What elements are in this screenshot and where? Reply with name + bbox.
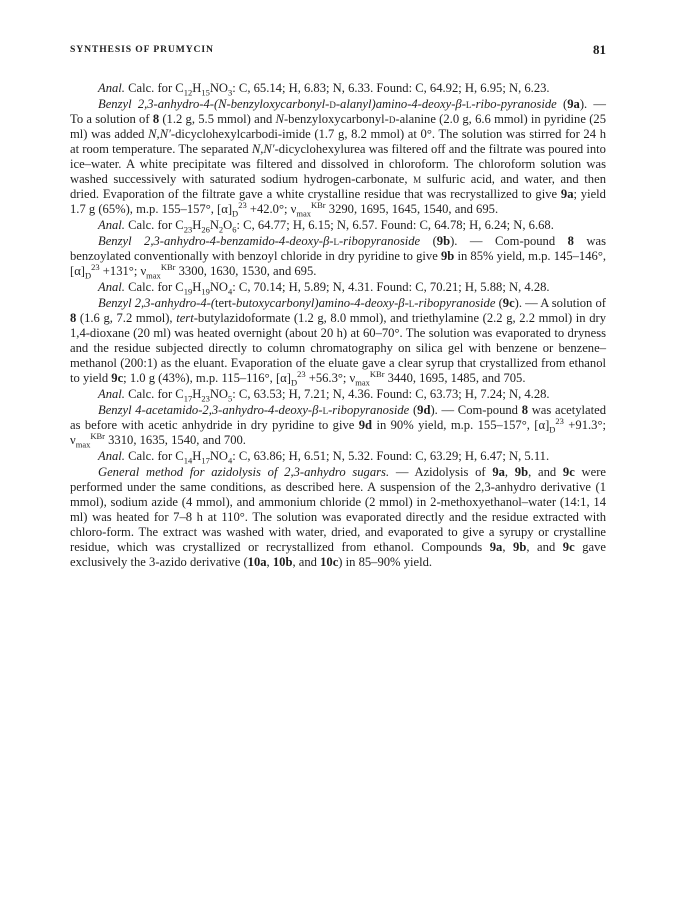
text-run: ). — Com-pound [450, 234, 568, 248]
text-run: 9b [514, 465, 529, 479]
text-run: 19 [183, 286, 193, 297]
paragraph-p8 [70, 403, 606, 448]
text-run: 9a [489, 540, 503, 554]
text-run: 4 [228, 286, 233, 297]
text-run: Benzyl 4-acetamido-2,3-anhydro-4-deoxy-β- [98, 403, 323, 417]
text-run: 3300, 1630, 1530, and 695. [175, 264, 317, 278]
text-run: 3440, 1695, 1485, and 705. [384, 371, 526, 385]
text-run: max [146, 270, 161, 281]
text-run: -dicyclohexylurea was filtered off and the filtrate was poured into ice–water. A white precipitate was filtered and dissolved in chloroform. The chloroform solution was washed successively with saturated sodium hydrogen-carbonate, [70, 142, 606, 186]
text-run: (1.6 g, 7.2 mmol), [76, 311, 177, 325]
text-run: , and [526, 540, 563, 554]
text-run: 9c [111, 371, 124, 385]
text-run: 9b [513, 540, 527, 554]
text-run: +91.3°; ν [70, 418, 606, 447]
text-run: 9a [492, 465, 505, 479]
text-run: d [388, 112, 396, 126]
text-run: 8 [152, 112, 160, 126]
text-run: : C, 63.53; H, 7.21; N, 4.36. Found: C, 63.73; H, 7.24; N, 4.28. [232, 387, 550, 401]
text-run: ). — Com-pound [430, 403, 522, 417]
text-run: tert [215, 296, 232, 310]
text-run: H [192, 280, 202, 294]
text-run: +42.0°; ν [246, 202, 297, 216]
text-run: -ribopyranoside [338, 234, 421, 248]
page-number: 81 [593, 42, 606, 57]
text-run: Calc. for C [124, 449, 184, 463]
paragraph-p4 [70, 234, 606, 279]
text-run: Anal. [98, 81, 125, 95]
text-run: , [504, 465, 515, 479]
text-run: N [275, 112, 284, 126]
text-run: ( [420, 234, 437, 248]
text-run: 5 [228, 393, 233, 404]
text-run: in 90% yield, m.p. 155–157°, [α] [372, 418, 550, 432]
text-run: was acetylated as before with acetic anhydride in dry pyridine to give [70, 403, 607, 432]
text-run: d [329, 97, 336, 111]
text-run: O [223, 218, 233, 232]
paragraph-p1 [70, 81, 606, 96]
text-run: NO [209, 449, 229, 463]
article-body [70, 81, 606, 570]
text-run: , [266, 555, 273, 569]
text-run: 9c [562, 540, 575, 554]
text-run: 3 [228, 87, 233, 98]
text-run: KBr [90, 430, 105, 441]
text-run: : C, 63.86; H, 6.51; N, 5.32. Found: C, 63.29; H, 6.47; N, 5.11. [232, 449, 550, 463]
text-run: 4 [228, 455, 233, 466]
text-run: D [549, 424, 556, 435]
text-run: ; 1.0 g (43%), m.p. 115–116°, [α] [123, 371, 291, 385]
text-run: tert [176, 311, 194, 325]
text-run: KBr [311, 199, 326, 210]
text-run: -alanyl)amino-4-deoxy-β- [335, 97, 466, 111]
paragraph-p10 [70, 465, 606, 570]
text-run: N [209, 218, 219, 232]
text-run: NO [209, 387, 229, 401]
text-run: 10b [272, 555, 293, 569]
text-run: -butoxycarbonyl)amino-4-deoxy-β- [231, 296, 409, 310]
text-run: 10a [247, 555, 267, 569]
text-run: Calc. for C [124, 280, 184, 294]
text-run: -benzyloxycarbonyl- [283, 112, 389, 126]
text-run: , and [528, 465, 563, 479]
text-run: KBr [369, 368, 385, 379]
text-run: 3290, 1695, 1645, 1540, and 695. [325, 202, 499, 216]
text-run: sulfuric acid, and water, and then dried. Evaporation of the filtrate gave a white crystalline residue that was recrystallized to give [70, 172, 606, 201]
text-run: 9b [436, 234, 451, 248]
paragraph-p5 [70, 280, 606, 295]
text-run: D [85, 270, 92, 281]
text-run: 19 [201, 286, 210, 297]
text-run: 12 [183, 87, 193, 98]
text-run: Anal. [98, 387, 125, 401]
running-title: SYNTHESIS OF PRUMYCIN [70, 44, 214, 55]
text-run: ). — To a solution of [70, 97, 606, 126]
text-run: 8 [521, 403, 528, 417]
text-run: -ribo-pyranoside [471, 97, 557, 111]
text-run: H [192, 449, 202, 463]
text-run: l [408, 296, 415, 310]
text-run: 2 [218, 224, 224, 235]
text-run: N,N′ [148, 127, 171, 141]
paragraph-p2 [70, 97, 606, 217]
text-run: 14 [183, 455, 193, 466]
text-run: 23 [238, 199, 247, 210]
text-run: ; yield 1.7 g (65%), m.p. 155–157°, [α] [70, 187, 606, 216]
text-run: D [232, 208, 239, 219]
text-run: 9a [560, 187, 574, 201]
text-run: 26 [201, 224, 210, 235]
text-run: 9d [358, 418, 373, 432]
text-run: N,N′ [251, 142, 275, 156]
text-run: m [413, 172, 422, 186]
text-run: Benzyl 2,3-anhydro-4-(N-benzyloxycarbonyl- [98, 97, 330, 111]
text-run: 23 [91, 261, 100, 272]
text-run: 8 [70, 311, 77, 325]
text-run: +131°; ν [99, 264, 147, 278]
text-run: 8 [567, 234, 574, 248]
text-run: KBr [160, 261, 176, 272]
text-run: was benzoylated conventionally with benzoyl chloride in dry pyridine to give [70, 234, 606, 263]
text-run: ( [495, 296, 503, 310]
text-run: Calc. for C [124, 218, 184, 232]
text-run: 6 [232, 224, 237, 235]
text-run: gave exclusively the 3-azido derivative ( [70, 540, 607, 569]
text-run: were performed under the same conditions, as described here. A suspension of the 2,3-anhydro derivative (1 mmol), sodium azide (4 mmol), and ammonium chloride (2 mmol) in 2-methoxyethanol–water (14:1, 14 ml) was heated for 7–8 h at 110°. The solution was evaporated directly and the residue extracted with chloro-form. The extract was washed with water, dried, and evaporated to give a syrupy or crystalline residue, which was crystallized or recrystallized from ethanol. Compounds [70, 465, 607, 554]
text-run: General method for azidolysis of 2,3-anhydro sugars. [98, 465, 390, 479]
text-run: Benzyl 2,3-anhydro-4-( [98, 296, 216, 310]
text-run: ) in 85–90% yield. [338, 555, 433, 569]
text-run: Calc. for C [124, 81, 184, 95]
text-run: 9c [562, 465, 575, 479]
text-run: NO [209, 280, 229, 294]
text-run: Anal. [98, 449, 125, 463]
text-run: 9a [567, 97, 580, 111]
paragraph-p9 [70, 449, 606, 464]
text-run: H [192, 81, 202, 95]
text-run: D [290, 377, 298, 388]
text-run: 23 [201, 393, 210, 404]
text-run: 23 [555, 415, 564, 426]
text-run: -dicyclohexylcarbodi-imide (1.7 g, 8.2 mmol) at 0°. The solution was stirred for 24 h at room temperature. The separated [70, 127, 606, 156]
text-run: max [296, 208, 311, 219]
text-run: : C, 70.14; H, 5.89; N, 4.31. Found: C, 70.21; H, 5.88; N, 4.28. [232, 280, 550, 294]
text-run: H [192, 387, 202, 401]
text-run: , [502, 540, 514, 554]
text-run: Calc. for C [124, 387, 184, 401]
text-run: , and [292, 555, 321, 569]
text-run: in 85% yield, m.p. 145–146°, [α] [70, 249, 607, 278]
text-run: 9d [417, 403, 431, 417]
text-run: : C, 65.14; H, 6.83; N, 6.33. Found: C, 64.92; H, 6.95; N, 6.23. [232, 81, 550, 95]
text-run: H [192, 218, 202, 232]
text-run: 23 [183, 224, 193, 235]
paragraph-p7 [70, 387, 606, 402]
text-run: 23 [297, 368, 306, 379]
text-run: 9b [440, 249, 455, 263]
text-run: max [75, 439, 91, 450]
text-run: Benzyl 2,3-anhydro-4-benzamido-4-deoxy-β- [98, 234, 334, 248]
text-run: ( [556, 97, 568, 111]
text-run: — Azidolysis of [389, 465, 493, 479]
text-run: 17 [201, 455, 210, 466]
text-run: -ribopyranoside [414, 296, 496, 310]
text-run: ( [409, 403, 418, 417]
text-run: Anal. [98, 218, 125, 232]
text-run: : C, 64.77; H, 6.15; N, 6.57. Found: C, 64.78; H, 6.24; N, 6.68. [236, 218, 554, 232]
text-run: 15 [201, 87, 210, 98]
text-run: Anal. [98, 280, 125, 294]
text-run: l [465, 97, 472, 111]
text-run: (1.2 g, 5.5 mmol) and [159, 112, 276, 126]
text-run: 3310, 1635, 1540, and 700. [104, 433, 246, 447]
text-run: max [355, 377, 370, 388]
running-head [70, 44, 606, 58]
paragraph-p3 [70, 218, 606, 233]
text-run: l [333, 234, 339, 248]
text-run: +56.3°; ν [305, 371, 356, 385]
text-run: -alanine (2.0 g, 6.6 mmol) in pyridine (25 ml) was added [70, 112, 606, 141]
paragraph-p6 [70, 296, 606, 386]
text-run: 10c [320, 555, 339, 569]
text-run: NO [209, 81, 229, 95]
text-run: -ribopyranoside [328, 403, 410, 417]
text-run: 9c [502, 296, 515, 310]
text-run: ). — A solution of [514, 296, 607, 310]
text-run: 17 [183, 393, 193, 404]
text-run: l [322, 403, 329, 417]
text-run: -butylazidoformate (1.2 g, 8.0 mmol), and triethylamine (2.2 g, 2.2 mmol) in dry 1,4-dioxane (20 ml) was heated overnight (about 20 h) at 60–70°. The solution was evaporated to dryness and the residue subjected directly to column chromatography on silica gel with benzene or benzene–methanol (200:1) as the eluant. Evaporation of the eluate gave a clear syrup that crystallized from ethanol to yield [70, 311, 606, 385]
